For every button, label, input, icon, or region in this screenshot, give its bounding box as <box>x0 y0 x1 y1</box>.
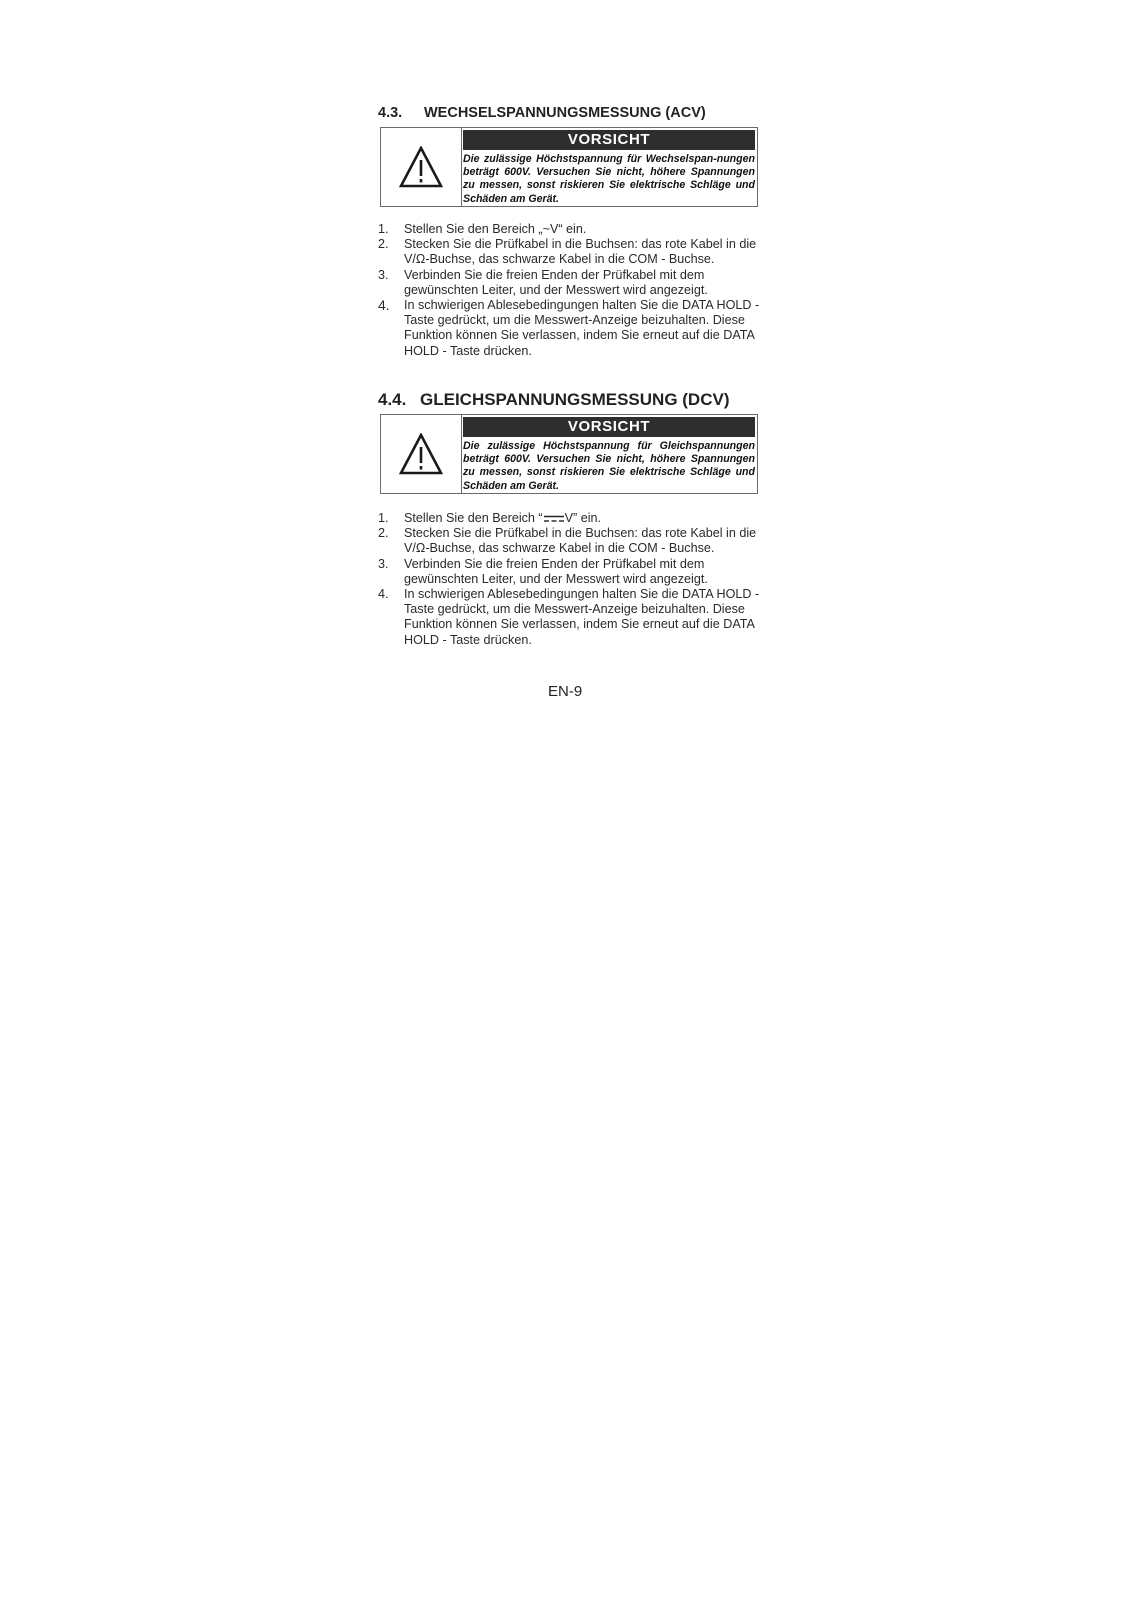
list-item <box>378 237 760 267</box>
caution-icon-cell <box>381 415 462 493</box>
page-number: EN-9 <box>548 683 583 700</box>
list-item <box>378 511 760 526</box>
caution-text: Die zulässige Höchstspannung für Wechselspan-nungen beträgt 600V. Versuchen Sie nicht, höhere Spannungen zu messen, sonst riskieren Sie elektrische Schläge und Schäden am Gerät. <box>463 153 755 205</box>
step-number: 1. <box>378 222 389 236</box>
dc-symbol-icon <box>544 515 564 523</box>
section-title: WECHSELSPANNUNGSMESSUNG (ACV) <box>424 105 706 121</box>
section-heading <box>378 105 706 121</box>
list-item <box>378 268 760 298</box>
warning-triangle-icon <box>399 433 443 475</box>
step-number: 2. <box>378 237 389 252</box>
step-number: 4. <box>378 297 390 314</box>
section-number: 4.3. <box>378 105 403 121</box>
step-number: 4. <box>378 587 389 602</box>
caution-icon-cell <box>381 128 462 206</box>
step-text: Stecken Sie die Prüfkabel in die Buchsen: das rote Kabel in die V/Ω-Buchse, das schwarze Kabel in die COM - Buchse. <box>404 526 757 556</box>
step-text-after: V” ein. <box>564 511 602 525</box>
step-text: Verbinden Sie die freien Enden der Prüfkabel mit dem gewünschten Leiter, und der Messwert wird angezeigt. <box>404 556 708 586</box>
step-text: In schwierigen Ablesebedingungen halten Sie die DATA HOLD - Taste gedrückt, um die Messwert-Anzeige beizuhalten. Diese Funktion können Sie verlassen, indem Sie erneut auf die DATA HOLD - Taste drücken. <box>404 587 760 647</box>
caution-box <box>380 414 758 494</box>
caution-text: Die zulässige Höchstspannung für Gleichspannungen beträgt 600V. Versuchen Sie nicht, höhere Spannungen zu messen, sonst riskieren Sie elektrische Schläge und Schäden am Gerät. <box>463 440 755 492</box>
list-item <box>378 587 760 648</box>
list-item <box>378 298 760 359</box>
caution-box <box>380 127 758 207</box>
step-number: 1. <box>378 511 389 525</box>
step-text: Stellen Sie den Bereich „~V“ ein. <box>404 222 587 236</box>
warning-triangle-icon <box>399 146 443 188</box>
steps-list <box>378 511 760 648</box>
step-text: In schwierigen Ablesebedingungen halten Sie die DATA HOLD -Taste gedrückt, um die Messwert-Anzeige beizuhalten. Diese Funktion können Sie verlassen, indem Sie erneut auf die DATA HOLD - Taste drücken. <box>404 298 760 358</box>
list-item <box>378 222 760 237</box>
step-text: Verbinden Sie die freien Enden der Prüfkabel mit dem gewünschten Leiter, und der Messwert wird angezeigt. <box>404 267 708 297</box>
section-number: 4.4. <box>378 390 407 409</box>
list-item <box>378 557 760 587</box>
step-number: 2. <box>378 526 389 541</box>
section-title: GLEICHSPANNUNGSMESSUNG (DCV) <box>420 390 730 409</box>
caution-header: VORSICHT <box>463 417 755 437</box>
step-number: 3. <box>378 267 389 282</box>
section-heading <box>378 390 729 410</box>
steps-list <box>378 222 760 359</box>
caution-header: VORSICHT <box>463 130 755 150</box>
list-item <box>378 526 760 556</box>
step-text: Stecken Sie die Prüfkabel in die Buchsen: das rote Kabel in die V/Ω-Buchse, das schwarze Kabel in die COM - Buchse. <box>404 237 757 267</box>
step-number: 3. <box>378 556 389 571</box>
step-text-before: Stellen Sie den Bereich “ <box>404 511 543 525</box>
